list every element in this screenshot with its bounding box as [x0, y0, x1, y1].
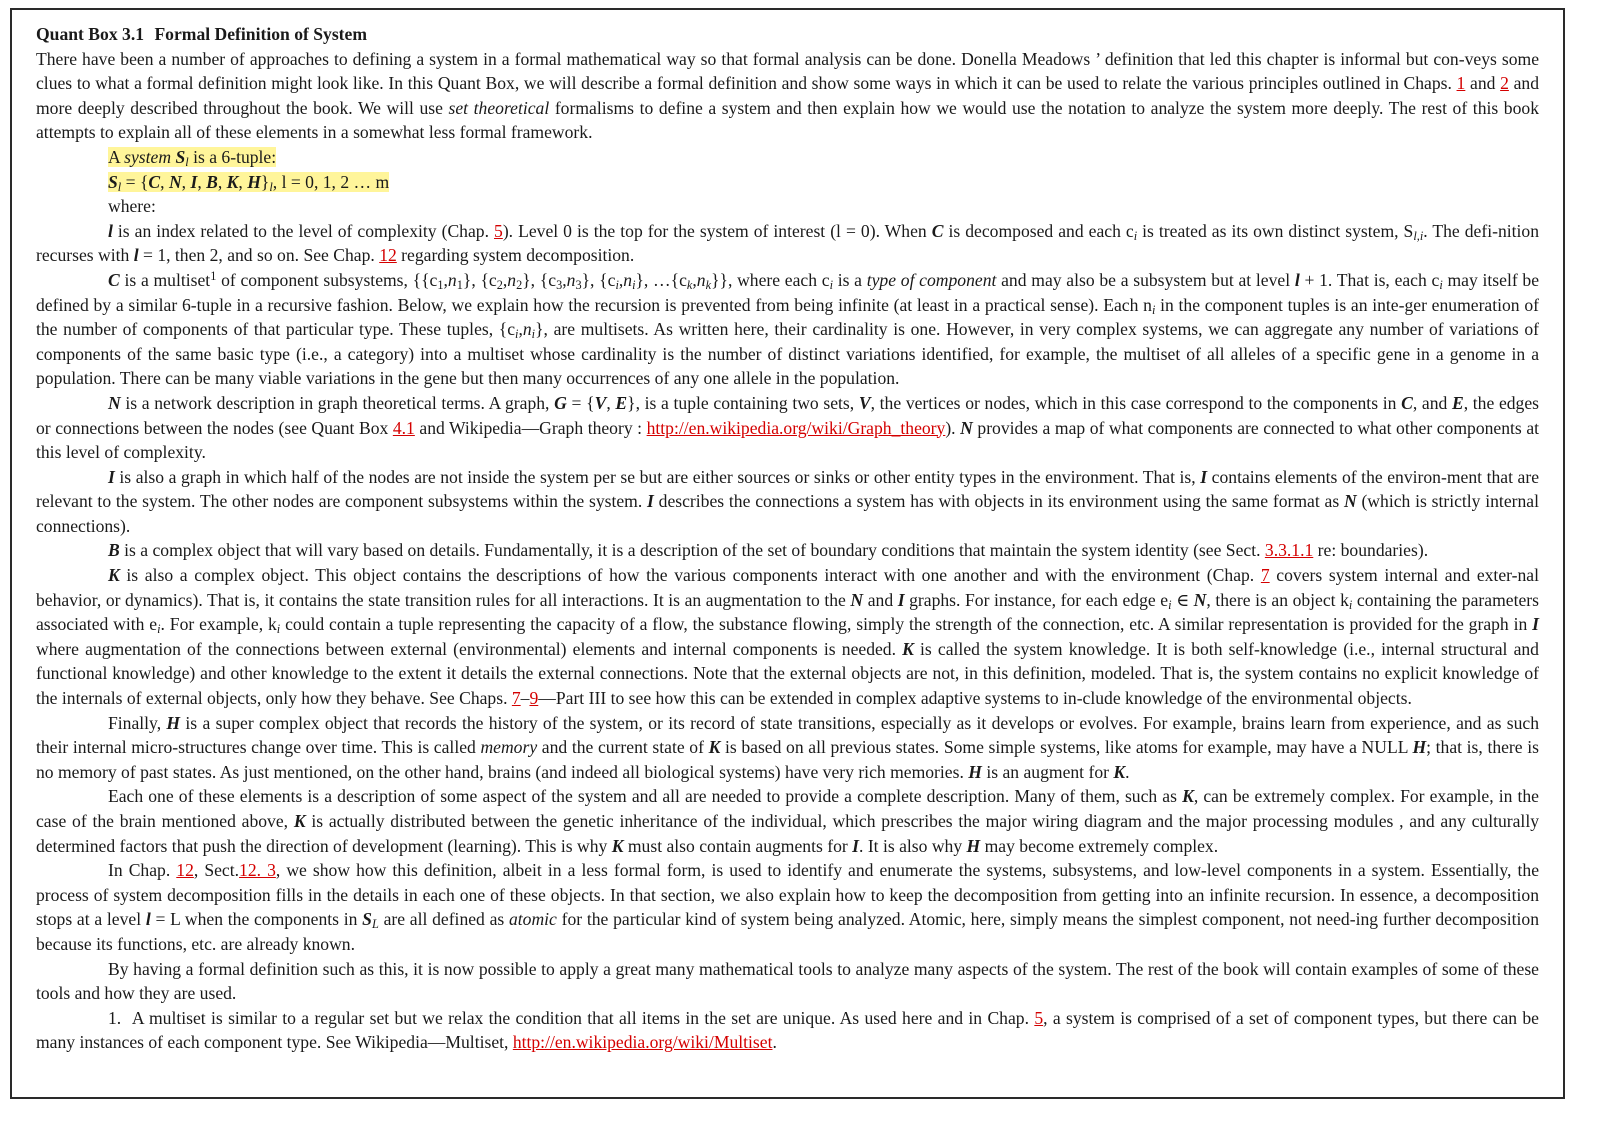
text: and the current state of	[537, 737, 709, 758]
text: is called the system knowledge. It is both self-knowledge (i.e., internal structural and functional knowledge) and other knowledge to the extent it details the external connections. Note that the external objects are not, in this definition, modeled. That is, the system contains no explicit knowledge of the internals of external objects, only how they behave. See Chaps.	[36, 638, 1539, 709]
text: }, {c	[522, 269, 557, 290]
text: is a super complex object that records the history of the system, or its record of state transitions, especially as it develops or evolves. For example, brains learn from experience, and as such their internal micro-structures change over time. This is called	[36, 712, 1539, 758]
text: and	[1465, 73, 1501, 94]
emphasis: type of component	[866, 269, 997, 290]
text: A	[108, 146, 125, 167]
text: ). Level 0 is the top for the system of interest (l = 0). When	[502, 220, 932, 241]
chapter-link[interactable]: 7	[511, 688, 521, 709]
text: . The defi-nition recurses with	[36, 220, 1540, 266]
text: , there is an object k	[1206, 589, 1349, 610]
paragraph-b: B is a complex object that will vary based on details. Fundamentally, it is a description of the set of boundary conditions that maintain the system identity (see Sect. 3.3.1.1 re: boundaries).	[108, 540, 1429, 561]
text: of component subsystems, {{c	[216, 269, 438, 290]
text: }, {c	[581, 269, 616, 290]
text: describes the connections a system has with objects in its environment using the same format as	[653, 491, 1344, 512]
emphasis: system	[124, 146, 172, 167]
text: and	[863, 589, 898, 610]
text: Finally,	[108, 712, 167, 733]
emphasis: atomic	[508, 909, 557, 930]
definition-line-1	[108, 145, 1539, 170]
section-link[interactable]: 3.3.1.1	[1264, 540, 1314, 561]
text: is a multiset	[119, 269, 211, 290]
text: There have been a number of approaches to defining a system in a formal mathematical way so that formal analysis can be done. Donella Meadows ’ definition that led this chapter is informal but con-veys some clues to what a formal definition might look like. In this Quant Box, we will describe a formal definition and show some ways in which it can be used to relate the various principles outlined in Chaps.	[36, 48, 1539, 94]
text: , the vertices or nodes, which in this case correspond to the components in	[870, 392, 1402, 413]
text: . It is also why	[859, 835, 967, 856]
text: regarding system decomposition.	[396, 245, 635, 266]
text: , we show how this definition, albeit in a less formal form, is used to identify and enumerate the systems, subsystems, and low-level components in a system. Essentially, the process of system decomposition fills in the details in each one of these objects. In that section, we also explain how to keep the decomposition from getting into an infinite recursion. In essence, a decomposition stops at a level	[36, 860, 1539, 930]
paragraph-i: I is also a graph in which half of the nodes are not inside the system per se but are either sources or sinks or other entity types in the environment. That is, I contains elements of the environ-ment that are relevant to the system. The other nodes are component subsystems within the system. I describes the connections a system has with objects in its environment using the same format as N (which is strictly internal connections).	[36, 466, 1539, 536]
text: is decomposed and each c	[943, 220, 1134, 241]
footnote	[36, 1006, 1539, 1055]
text: may itself be defined by a similar 6-tuple in a recursive fashion. Below, we explain how the recursion is prevented from being infinite (at least in a practical sense). Each n	[36, 269, 1540, 315]
box-heading: Formal Definition of System	[154, 24, 367, 44]
text: A multiset is similar to a regular set but we relax the condition that all items in the set are unique. As used here and in Chap.	[131, 1007, 1035, 1028]
multiset-url[interactable]: http://en.wikipedia.org/wiki/Multiset	[512, 1032, 773, 1053]
text: = L when the components in	[150, 909, 363, 930]
text: is based on all previous states. Some simple systems, like atoms for example, may have a NULL	[720, 737, 1413, 758]
paragraph-k: K is also a complex object. This object contains the descriptions of how the various components interact with one another and with the environment (Chap. 7 covers system internal and exter-nal behavior, or dynamics). That is, it contains the state transition rules for all interactions. It is an augmentation to the N and I graphs. For instance, for each edge $e_i$ ∈ N, there is an object $k_i$ containing the parameters associated with $e_i$. For example, $k_i$ could contain a tuple representing the capacity of a flow, the substance flowing, simply the strength of the connection, etc. A similar representation is provided for the graph in I where augmentation of the connections between external (environmental) elements and internal components is needed. K is called the system knowledge. It is both self-knowledge (i.e., internal structural and functional knowledge) and other knowledge to the extent it details the external connections. Note that the external objects are not, in this definition, modeled. That is, the system contains no explicit knowledge of the internals of external objects, only how they behave. See Chaps. 7–9—Part III to see how this can be extended in complex adaptive systems to in-clude knowledge of the environmental objects.	[36, 565, 1539, 709]
text: containing the parameters associated with e	[36, 589, 1539, 635]
text: is an index related to the level of complexity (Chap.	[112, 220, 495, 241]
text: ∈	[1171, 589, 1194, 610]
chapter-link[interactable]: 2	[1500, 73, 1509, 94]
paragraph-c: C is a multiset$^1$ of component subsystems, {$\{c_1,n_1\}$, $\{c_2,n_2\}$, $\{c_3,n_3\}$, $\{c_i,n_i\}$, $\dots\{c_k,n_k\}$}, where each $c_i$ is a type of component and may also be a subsystem but at level l + 1. That is, each $c_i$ may itself be defined by a similar 6-tuple in a recursive fashion. Below, we explain how the recursion is prevented from being infinite (at least in a practical sense). Each $n_i$ in the component tuples is an inte-ger enumeration of the number of components of that particular type. These tuples, $\{c_i,n_i\}$, are multisets. As written here, their cardinality is one. However, in very complex systems, we can aggregate any number of variations of components of the same basic type (i.e., a category) into a multiset whose cardinality is the number of distinct variations identified, for example, the multiset of all alleles of a specific gene in a genome in a population. There can be many viable variations in the gene but then many occurrences of any one allele in the population.	[36, 268, 1540, 389]
text: is a	[832, 269, 867, 290]
paragraph-each: Each one of these elements is a description of some aspect of the system and all are needed to provide a complete description. Many of them, such as K, can be extremely complex. For example, in the case of the brain mentioned above, K is actually distributed between the genetic inheritance of the individual, which prescribes the major wiring diagram and the major processing modules , and any culturally determined factors that push the direction of development (learning). This is why K must also contain augments for I. It is also why H may become extremely complex.	[36, 786, 1540, 856]
text: in the component tuples is an inte-ger enumeration of the number of components of that particular type. These tuples, {c	[36, 294, 1539, 340]
chapter-link[interactable]: 5	[494, 220, 503, 241]
text: . For example, k	[160, 614, 277, 635]
text: must also contain augments for	[623, 835, 853, 856]
text: are all defined as	[378, 909, 509, 930]
where-label: where:	[108, 196, 156, 217]
text: provides a map of what components are connected to what other components at this level of complexity.	[36, 417, 1540, 463]
chapter-link[interactable]: 5	[1034, 1007, 1044, 1028]
quant-box	[10, 8, 1565, 1099]
paragraph-final: By having a formal definition such as this, it is now possible to apply a great many mathematical tools to analyze many aspects of the system. The rest of the book will contain examples of some of these tools and how they are used.	[36, 958, 1539, 1004]
chapter-link[interactable]: 12	[176, 860, 194, 881]
text: for the particular kind of system being analyzed. Atomic, here, simply means the simplest component, not need-ing further decomposition because its functions, etc. are already known.	[36, 909, 1539, 954]
text: covers system internal and exter-nal behavior, or dynamics). That is, it contains the state transition rules for all interactions. It is an augmentation to the	[36, 565, 1539, 610]
text: may become extremely complex.	[980, 835, 1219, 856]
text: contains elements of the environ-ment that are relevant to the system. The other nodes are component subsystems within the system.	[36, 466, 1539, 512]
footnote-number: 1.	[108, 1007, 122, 1028]
definition-line-2	[108, 170, 1539, 195]
text: , the edges or connections between the nodes (see Quant Box	[36, 392, 1540, 438]
paragraph-n: N is a network description in graph theoretical terms. A graph, G = {V, E}, is a tuple containing two sets, V, the vertices or nodes, which in this case correspond to the components in C, and E, the edges or connections between the nodes (see Quant Box 4.1 and Wikipedia—Graph theory : http://en.wikipedia.org/wiki/Graph_theory). N provides a map of what components are connected to what other components at this level of complexity.	[36, 392, 1540, 463]
emphasis: set theoretical	[448, 97, 550, 118]
highlight: A system $S_l$ is a 6-tuple:	[108, 146, 277, 170]
text: = 1, then 2, and so on. See Chap.	[138, 245, 380, 266]
paragraph-h: Finally, H is a super complex object that records the history of the system, or its record of state transitions, especially as it develops or evolves. For example, brains learn from experience, and as such their internal micro-structures change over time. This is called memory and the current state of K is based on all previous states. Some simple systems, like atoms for example, may have a NULL H; that is, there is no memory of past states. As just mentioned, on the other hand, brains (and indeed all biological systems) have very rich memories. H is an augment for K.	[36, 712, 1539, 782]
paragraph-chap: In Chap. 12, Sect.12. 3, we show how this definition, albeit in a less formal form, is used to identify and enumerate the systems, subsystems, and low-level components in a system. Essentially, the process of system decomposition fills in the details in each one of these objects. In that section, we also explain how to keep the decomposition from getting into an infinite recursion. In essence, a decomposition stops at a level l = L when the components in $S_L$ are all defined as atomic for the particular kind of system being analyzed. Atomic, here, simply means the simplest component, not need-ing further decomposition because its functions, etc. are already known.	[36, 860, 1539, 954]
text: (which is strictly internal connections).	[36, 491, 1539, 536]
text: ).	[945, 417, 961, 438]
text: + 1. That is, each c	[1299, 269, 1440, 290]
chapter-link[interactable]: 1	[1456, 73, 1466, 94]
text: , and	[1412, 392, 1452, 413]
text: is also a graph in which half of the nodes are not inside the system per se but are either sources or sinks or other entity types in the environment. That is,	[114, 466, 1201, 487]
text: formalisms to define a system and then explain how we would use the notation to analyze the system more deeply. The rest of this book attempts to explain all of these elements in a somewhat less formal framework.	[36, 97, 1539, 143]
box-label: Quant Box 3.1	[36, 24, 145, 44]
box-title	[36, 22, 1539, 47]
text: Each one of these elements is a description of some aspect of the system and all are needed to provide a complete description. Many of them, such as	[108, 786, 1183, 807]
text: , l = 0, 1, 2 … m	[272, 171, 390, 192]
graph-theory-url[interactable]: http://en.wikipedia.org/wiki/Graph_theory	[646, 417, 946, 438]
text: }, …{c	[635, 269, 687, 290]
text: is an augment for	[981, 761, 1114, 782]
text: .	[1125, 761, 1130, 782]
text: }, are multisets. As written here, their cardinality is one. However, in very complex systems, we can aggregate any number of variations of components of the same basic type (i.e., a category) into a multiset whose cardinality is the number of distinct variations identified, for example, the multiset of all alleles of a specific gene in a genome in a population. There can be many viable variations in the gene but then many occurrences of any one allele in the population.	[36, 319, 1539, 389]
text: is a complex object that will vary based on details. Fundamentally, it is a description of the set of boundary conditions that maintain the system identity (see Sect.	[119, 540, 1265, 561]
text: graphs. For instance, for each edge e	[904, 589, 1169, 610]
paragraph-l: l is an index related to the level of complexity (Chap. 5). Level 0 is the top for the system of interest (l = 0). When C is decomposed and each $c_i$ is treated as its own distinct system, $S_{l,i}$. The defi-nition recurses with l = 1, then 2, and so on. See Chap. 12 regarding system decomposition.	[36, 220, 1540, 266]
text: is actually distributed between the genetic inheritance of the individual, which prescribes the major wiring diagram and the major processing modules , and any culturally determined factors that push the direction of development (learning). This is why	[36, 811, 1540, 856]
text: could contain a tuple representing the capacity of a flow, the substance flowing, simply the strength of the connection, etc. A similar representation is provided for the graph in	[280, 614, 1533, 635]
text: }}, where each c	[711, 269, 830, 290]
text: is a 6-tuple:	[188, 146, 277, 167]
text: —Part III to see how this can be extended in complex adaptive systems to in-clude knowledge of the environmental objects.	[538, 688, 1412, 709]
text: where augmentation of the connections between external (environmental) elements and internal components is needed.	[36, 638, 903, 659]
highlight: $S_l = \{C$, N, I, B, K, $H\}_l$, l = 0, 1, 2 … m	[108, 171, 390, 194]
text: , can be extremely complex. For example, in the case of the brain mentioned above,	[36, 786, 1539, 831]
text: , a system is comprised of a set of component types, but there can be many instances of each component type. See Wikipedia—Multiset,	[36, 1007, 1539, 1053]
text: and Wikipedia—Graph theory :	[414, 417, 647, 438]
intro-paragraph	[36, 47, 1539, 145]
section-link[interactable]: 12. 3	[239, 860, 276, 881]
chapter-link[interactable]: 12	[379, 245, 397, 266]
text: , is a tuple containing two sets,	[635, 392, 859, 413]
text: .	[772, 1032, 777, 1053]
chapter-link[interactable]: 7	[1260, 565, 1270, 586]
text: In Chap.	[108, 860, 177, 881]
quant-box-link[interactable]: 4.1	[392, 417, 415, 438]
text: is a network description in graph theoretical terms. A graph,	[120, 392, 555, 413]
text: , Sect.	[193, 860, 240, 881]
text: and more deeply described throughout the book. We will use	[36, 73, 1539, 118]
text: is treated as its own distinct system, S	[1137, 220, 1414, 241]
emphasis: memory	[480, 737, 538, 758]
chapter-link[interactable]: 9	[529, 688, 539, 709]
text: –	[520, 688, 530, 709]
text: re: boundaries).	[1313, 540, 1429, 561]
text: }, {c	[462, 269, 497, 290]
text: is also a complex object. This object contains the descriptions of how the various components interact with one another and with the environment (Chap.	[119, 565, 1261, 586]
text: and may also be a subsystem but at level	[996, 269, 1295, 290]
text: ; that is, there is no memory of past states. As just mentioned, on the other hand, brains (and indeed all biological systems) have very rich memories.	[36, 737, 1539, 782]
